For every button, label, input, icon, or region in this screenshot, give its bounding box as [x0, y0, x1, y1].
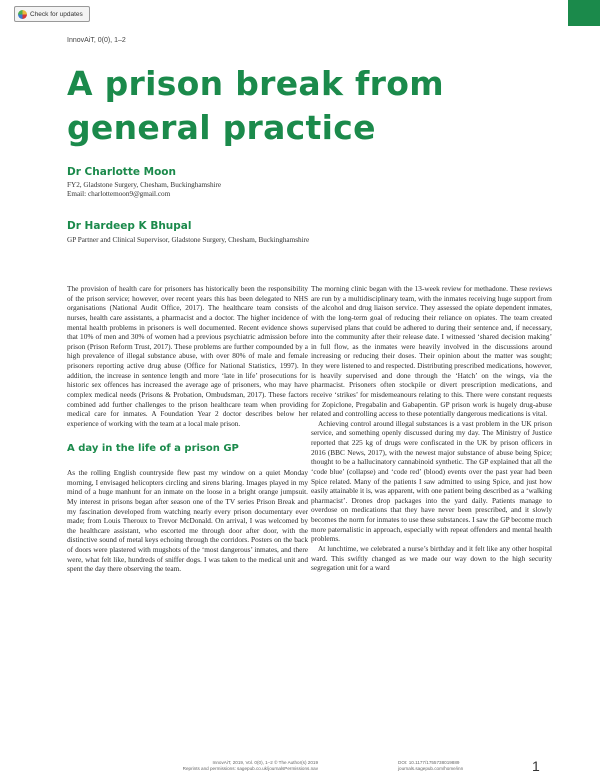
intro-paragraph: The provision of health care for prisoners has historically been the responsibility of the prison service; however, over recent years this has been delegated to NHS organisations (National Audit Office, 2017). The healthcare team consists of nurses, health care assistants, a pharmacist and a doctor. The higher incidence of mental health problems in prisoners is well documented. Recent evidence shows that 10% of men and 30% of women had a previous psychiatric admission before prison (Prison Reform Trust, 2017). These problems are further compounded by a high prevalence of illegal substance abuse, with over 80% of male and female prisoners reporting active drug abuse (Office for National Statistics, 1997). In addition, the increase in sentence length and more ‘late in life’ prosecutions for historic sex offences has increased the average age of prisoners, who may have complex medical needs (Prisons & Probation, Ombudsman, 2017). These factors combined add further challenges to the prison healthcare team when providing medical care for inmates. A Foundation Year 2 doctor describes below her experience of working with the team at a local male prison.: [67, 284, 308, 428]
methadone-paragraph: The morning clinic began with the 13-week review for methadone. These reviews are run by a multidisciplinary team, with the inmates receiving huge support from the alcohol and drug liaison service. They assessed the opiate dependent inmates, with the long-term goal of reducing their reliance on opiates. The team created supervised plans that could be adhered to during their sentence and, if necessary, into the community after their release date. I witnessed ‘shared decision making’ in full flow, as the inmates were heavily involved in the discussions around increasing or reducing their doses. Their opinion about the matter was sought; they were listened to and respected. Distributing prescribed medications, however, is heavily supervised and done through the ‘Hatch’ on the wings, via the pharmacist. Prisoners often stockpile or divert prescription medications, and receive ‘strikes’ for misdemeanours relating to this. There were constant requests for Zopiclone, Pregabalin and Gabapentin. GP prison work is hugely drug-abuse related and controlling access to these potentially dangerous medications is vital.: [311, 284, 552, 419]
day-paragraph: As the rolling English countryside flew past my window on a quiet Monday morning, I envisaged helicopters circling and sirens blaring. Images played in my mind of a huge manhunt for an inmate on the loose in a bright orange jumpsuit. My interest in prisons began after season one of the TV series Prison Break and my fascination developed from watching nearly every prison documentary ever made; from Louis Theroux to Trevor McDonald. On arrival, I was welcomed by the healthcare assistant, who escorted me through door after door, with the distinctive sound of metal keys echoing through the corridors. Posters on the back of doors were plastered with mugshots of the ‘most dangerous’ inmates, and there were, what felt like, hundreds of sniffer dogs. I was taken to the medical unit and spent the day there observing the team.: [67, 468, 308, 574]
author-2-name: Dr Hardeep K Bhupal: [67, 220, 192, 232]
article-title: A prison break from general practice: [67, 64, 444, 147]
updates-icon: [18, 10, 27, 19]
check-for-updates-button[interactable]: [14, 6, 90, 22]
journal-reference: InnovAiT, 0(0), 1–2: [67, 37, 126, 44]
author-2-affiliation: GP Partner and Clinical Supervisor, Gladstone Surgery, Chesham, Buckinghamshire: [67, 236, 310, 244]
author-1-affiliation: FY2, Gladstone Surgery, Chesham, Buckinghamshire: [67, 181, 222, 189]
footer-doi-line[interactable]: DOI: 10.1177/1755738019889: [398, 760, 460, 765]
right-column: [311, 284, 552, 573]
author-1-name: Dr Charlotte Moon: [67, 166, 176, 178]
footer-journal-link[interactable]: journals.sagepub.com/home/inn: [398, 766, 464, 771]
page-number: 1: [532, 758, 540, 774]
corner-tab: [568, 0, 600, 26]
substances-paragraph: Achieving control around illegal substances is a vast problem in the UK prison service, and something openly discussed during my day. The Ministry of Justice reported that 225 kg of drugs were confiscated in the UK by prison officers in 2016 (BBC News, 2017), with the newest major substance of abuse being Spice; thought to be a hallucinatory cannabinoid synthetic. The GP explained that all the ‘code blue’ (collapse) and ‘code red’ (blood) events over the past year had been Spice related. Many of the patients I saw admitted to using Spice, and just how easily attainable it is, was apparent, with one patient being described as a ‘walking pharmacist’. Drones drop packages into the yard daily. Patients manage to overdose on medications that they have never been prescribed, and it slowly becomes the norm for inmates to use these substances. I saw the GP become much more paternalistic in approach, especially with repeat offenders and mental health problems.: [311, 418, 552, 544]
section-heading: A day in the life of a prison GP: [67, 443, 239, 455]
footer-citation: [138, 760, 318, 772]
footer-doi: [398, 760, 518, 772]
left-column: [67, 284, 308, 574]
author-1-email[interactable]: Email: charlottemoon9@gmail.com: [67, 190, 171, 198]
check-for-updates-label: Check for updates: [30, 10, 83, 18]
footer-copyright: InnovAiT, 2019, Vol. 0(0), 1–2 © The Author(s) 2019: [212, 760, 318, 765]
footer-permissions[interactable]: Reprints and permissions: sagepub.co.uk/journalsPermissions.nav: [182, 766, 318, 771]
lunchtime-paragraph: At lunchtime, we celebrated a nurse’s birthday and it felt like any other hospital ward. This swiftly changed as we made our way down to the high security segregation unit for a ward: [311, 543, 552, 573]
